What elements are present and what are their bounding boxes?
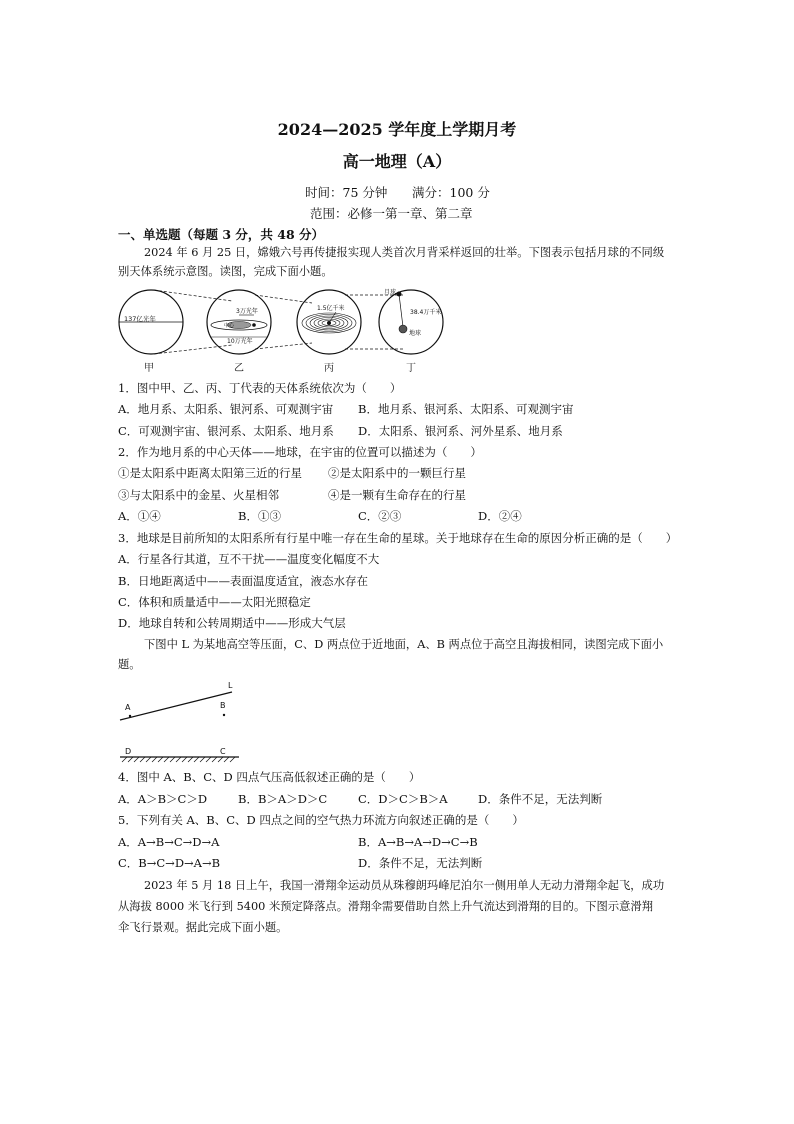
- question-3-option-b[interactable]: B．日地距离适中——表面温度适宜，液态水存在: [118, 574, 368, 588]
- intro-paragraph-line: 下图中 L 为某地高空等压面，C、D 两点位于近地面，A、B 两点位于高空且海拔相同，读图完成下面小: [144, 638, 664, 651]
- figure-ding-earth-moon: [379, 288, 443, 354]
- time-label: 时间：75 分钟: [305, 185, 388, 200]
- question-3-option-a[interactable]: A．行星各行其道，互不干扰——温度变化幅度不大: [118, 552, 380, 566]
- question-3-option-d[interactable]: D．地球自转和公转周期适中——形成大气层: [118, 616, 346, 630]
- score-label: 满分：100 分: [412, 185, 490, 200]
- question-2-option-a[interactable]: A．①④: [118, 509, 161, 523]
- question-2-option-c[interactable]: C．②③: [358, 509, 402, 523]
- question-5-option-c[interactable]: C．B→C→D→A→B: [118, 856, 221, 870]
- exam-title: 2024—2025 学年度上学期月考: [277, 120, 517, 139]
- question-1-option-a[interactable]: A．地月系、太阳系、银河系、可观测宇宙: [118, 402, 334, 416]
- exam-subtitle: 高一地理（A）: [342, 152, 452, 171]
- intro-paragraph-line: 题。: [118, 658, 141, 671]
- question-2-option-d[interactable]: D．②④: [478, 509, 522, 523]
- question-2-option-b[interactable]: B．①③: [238, 509, 281, 523]
- question-3-stem: 3．地球是目前所知的太阳系所有行星中唯一存在生命的星球。关于地球存在生命的原因分析正确的是（ ）: [118, 531, 678, 545]
- question-1-option-c[interactable]: C．可观测宇宙、银河系、太阳系、地月系: [118, 424, 334, 438]
- label-yi: 乙: [234, 363, 244, 374]
- point-label-B: B: [220, 701, 226, 710]
- question-2-statement-2: ②是太阳系中的一颗巨行星: [328, 466, 466, 480]
- intro-paragraph-line: 2024 年 6 月 25 日，嫦娥六号再传捷报实现人类首次月背采样返回的壮举。下图表示包括月球的不同级: [144, 246, 665, 259]
- question-2-statement-1: ①是太阳系中距离太阳第三近的行星: [118, 466, 302, 480]
- label-bing: 丙: [324, 363, 334, 374]
- question-1-option-b[interactable]: B．地月系、银河系、太阳系、可观测宇宙: [358, 402, 574, 416]
- label-jia: 甲: [144, 363, 154, 374]
- question-5-stem: 5．下列有关 A、B、C、D 四点之间的空气热力环流方向叙述正确的是（ ）: [118, 813, 524, 827]
- intro-paragraph-line: 别天体系统示意图。读图，完成下面小题。: [118, 265, 333, 278]
- question-1-stem: 1．图中甲、乙、丙、丁代表的天体系统依次为（ ）: [118, 381, 402, 395]
- question-5-option-b[interactable]: B．A→B→A→D→C→B: [358, 835, 478, 849]
- question-2-statement-3: ③与太阳系中的金星、火星相邻: [118, 488, 279, 502]
- label-10w-light-years: 10万光年: [227, 338, 253, 345]
- point-label-D: D: [125, 747, 132, 756]
- question-4-option-b[interactable]: B．B＞A＞D＞C: [238, 792, 328, 806]
- isobaric-line-L: [120, 692, 232, 720]
- label-38-4w-km: 38.4万千米: [410, 309, 442, 316]
- question-4-option-d[interactable]: D．条件不足，无法判断: [478, 792, 603, 806]
- section-heading: 一、单选题（每题 3 分，共 48 分）: [118, 227, 325, 242]
- point-label-C: C: [220, 747, 226, 756]
- question-5-option-d[interactable]: D．条件不足，无法判断: [358, 856, 483, 870]
- isobaric-surface-figure: [114, 678, 254, 764]
- label-3w-light-years: 3万光年: [236, 308, 258, 315]
- figure-bing-solar-system: [297, 290, 361, 354]
- label-moon: 月球: [384, 289, 397, 296]
- point-label-A: A: [125, 703, 131, 712]
- label-137-light-years: 137亿光年: [124, 315, 156, 323]
- figure-yi-galaxy: [207, 290, 271, 354]
- point-label-L: L: [228, 681, 233, 690]
- celestial-system-figure: [114, 285, 674, 375]
- question-4-stem: 4．图中 A、B、C、D 四点气压高低叙述正确的是（ ）: [118, 770, 421, 784]
- question-2-stem: 2．作为地月系的中心天体——地球，在宇宙的位置可以描述为（ ）: [118, 445, 482, 459]
- figure-jia-universe: [119, 290, 183, 354]
- intro-paragraph-line: 2023 年 5 月 18 日上午，我国一滑翔伞运动员从珠穆朗玛峰尼泊尔一侧用单人无动力滑翔伞起飞，成功: [144, 879, 665, 892]
- label-1-5-yi-km: 1.5亿千米: [317, 305, 345, 312]
- label-ding: 丁: [406, 363, 416, 374]
- intro-paragraph-line: 伞飞行景观。据此完成下面小题。: [118, 921, 288, 934]
- label-earth: 地球: [409, 330, 422, 337]
- intro-paragraph-line: 从海拔 8000 米飞行到 5400 米预定降落点。滑翔伞需要借助自然上升气流达到滑翔的目的。下图示意滑翔: [118, 900, 654, 913]
- question-5-option-a[interactable]: A．A→B→C→D→A: [118, 835, 220, 849]
- question-3-option-c[interactable]: C．体积和质量适中——太阳光照稳定: [118, 595, 311, 609]
- scope-label: 范围：必修一第一章、第二章: [310, 206, 473, 221]
- question-2-statement-4: ④是一颗有生命存在的行星: [328, 488, 466, 502]
- label-center: 中心: [224, 323, 235, 329]
- question-4-option-a[interactable]: A．A＞B＞C＞D: [118, 792, 208, 806]
- question-1-option-d[interactable]: D．太阳系、银河系、河外星系、地月系: [358, 424, 563, 438]
- question-4-option-c[interactable]: C．D＞C＞B＞A: [358, 792, 448, 806]
